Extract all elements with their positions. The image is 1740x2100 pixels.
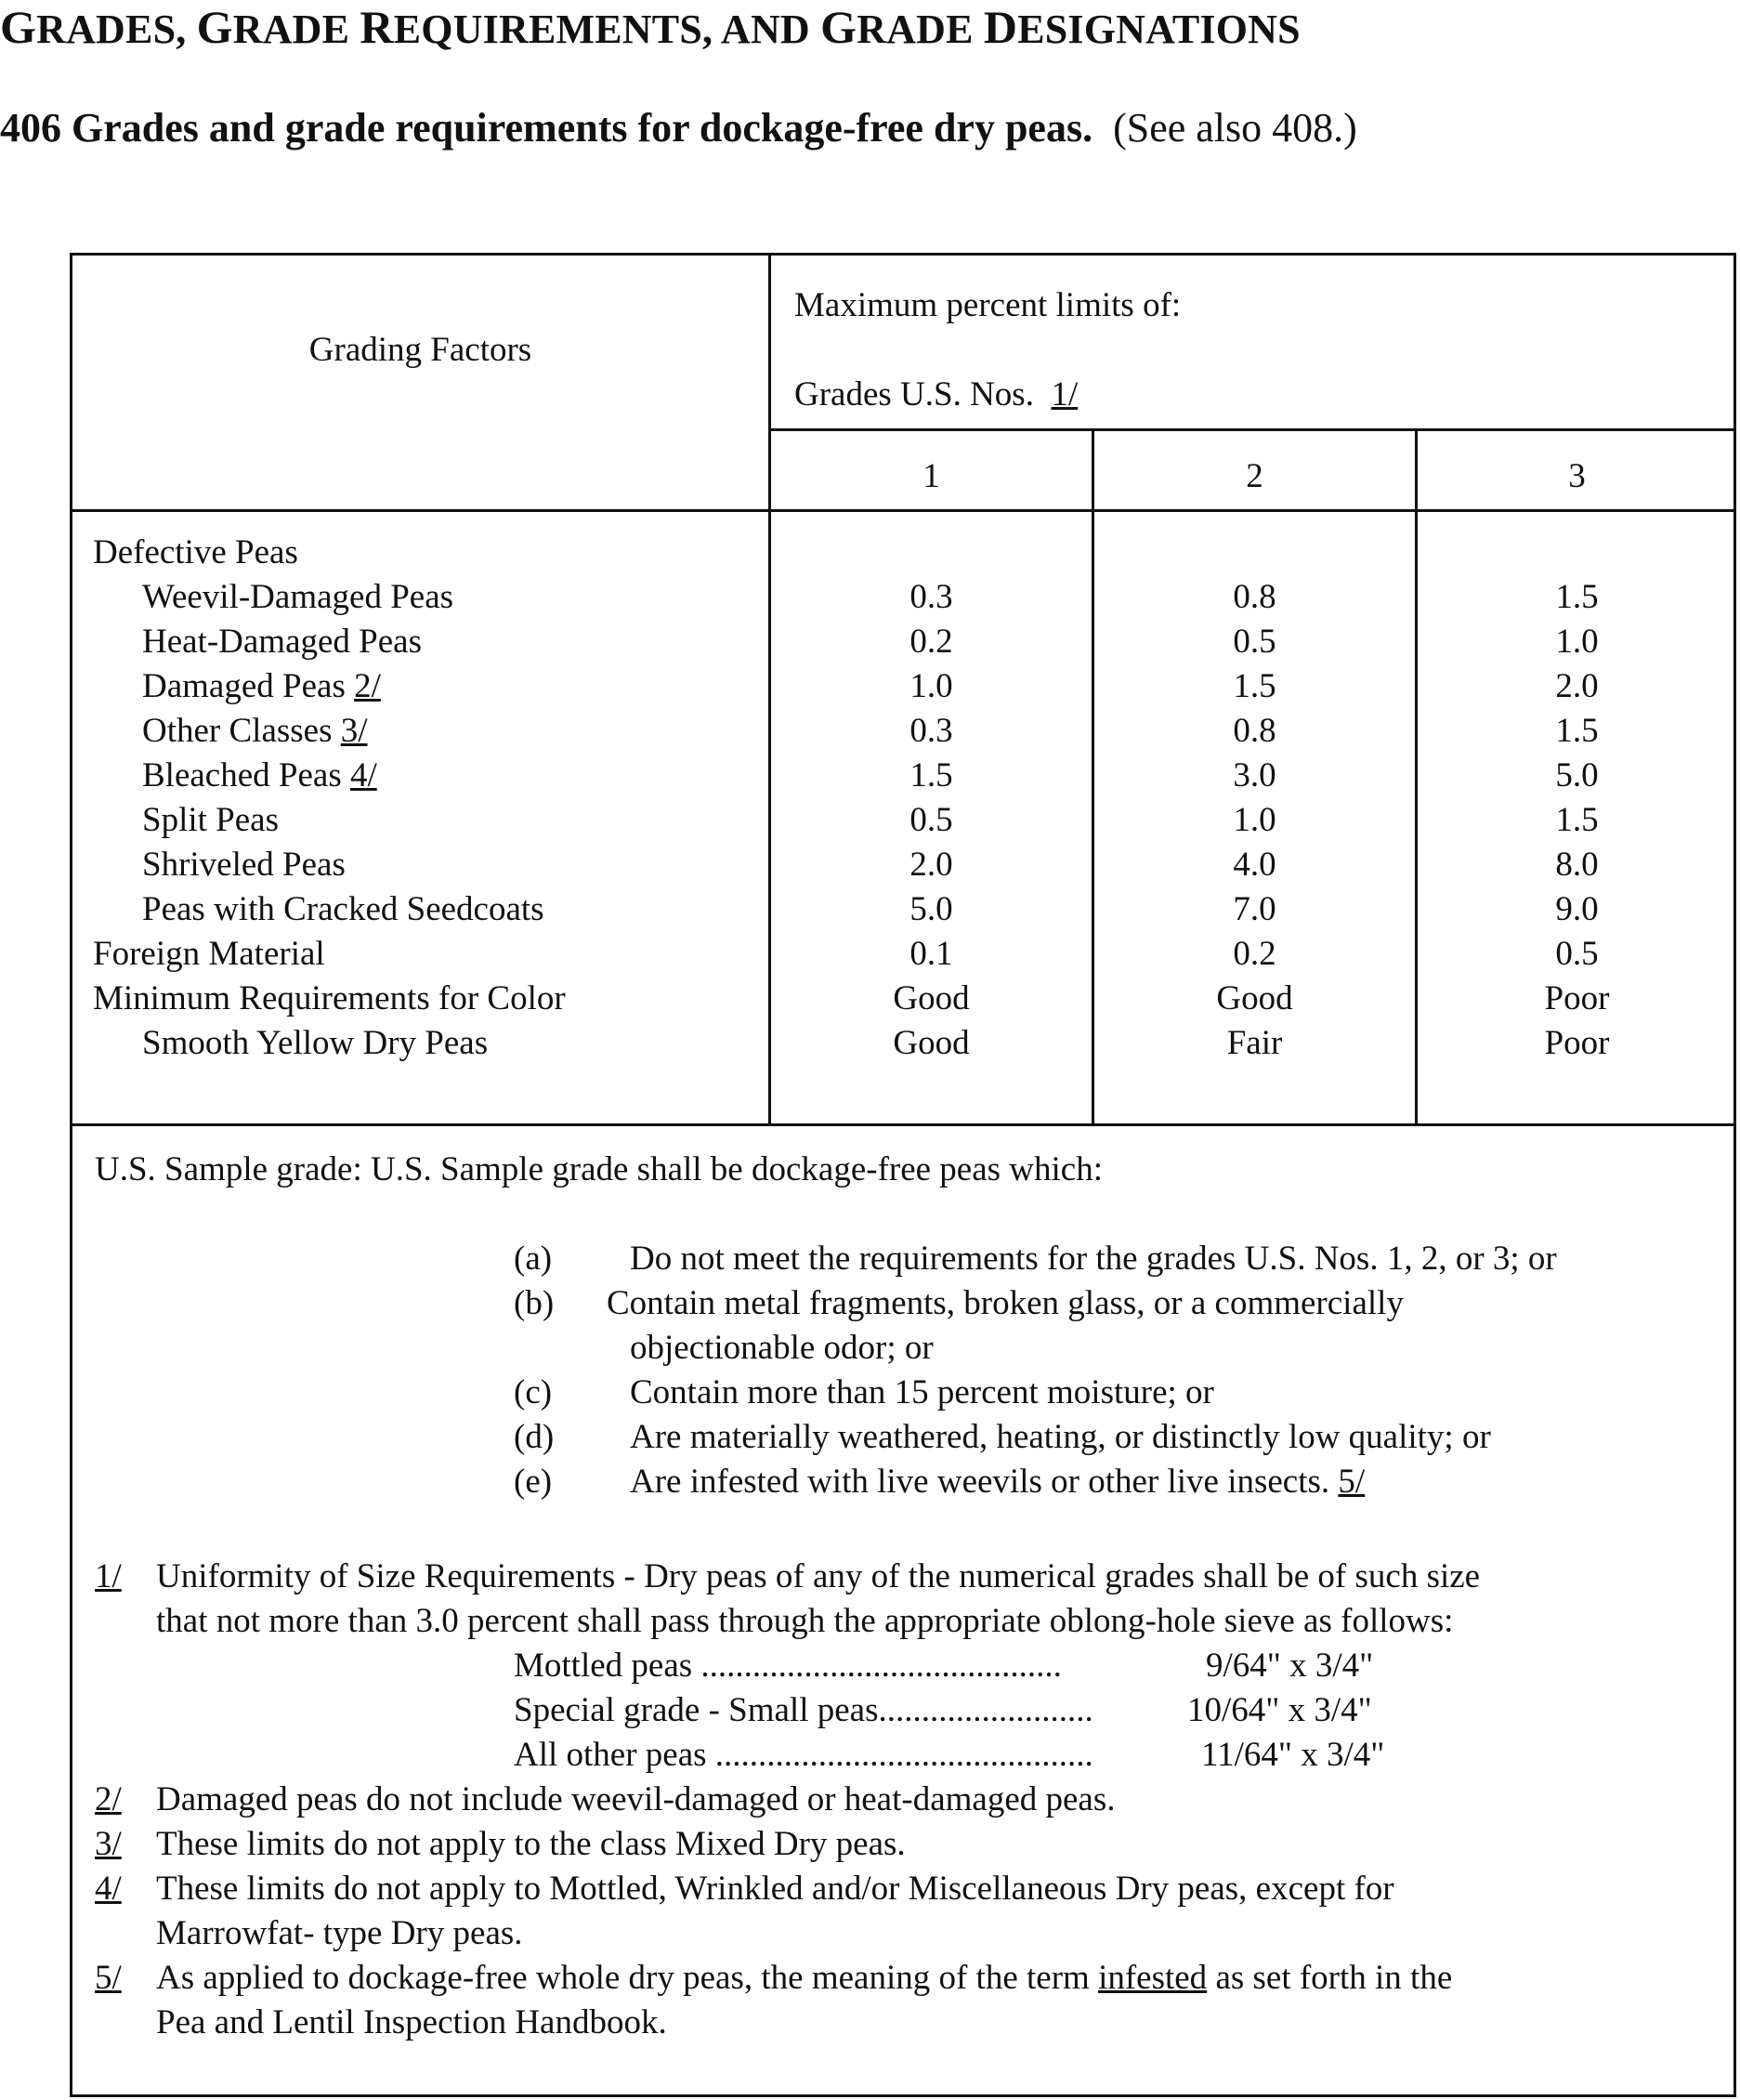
grade-2-value: 7.0 [1233,890,1276,928]
factor-label [142,575,453,620]
footnote-4-line2: Marrowfat- type Dry peas. [156,1914,523,1952]
title-part: RADES, [36,7,197,52]
sample-item-text-content: Are materially weathered, heating, or distinctly low quality; or [630,1418,1491,1456]
footnote-5-line2: Pea and Lentil Inspection Handbook. [156,2003,667,2041]
footnote-ref: 1/ [1051,375,1079,413]
title-part: EQUIREMENTS, AND [393,7,821,52]
grade-2-value: 0.8 [1233,712,1276,750]
sample-item-text [630,1460,1365,1504]
grade-1-value: 1.0 [909,667,953,705]
footnote-5-line1 [156,1956,1452,2001]
footnote-2-number: 2/ [95,1780,122,1818]
factor-label-text: Shriveled Peas [142,846,346,884]
factor-label [93,977,566,1021]
footnote-4-number: 4/ [95,1870,122,1908]
grade-2-value: 4.0 [1233,846,1276,884]
document-title [0,0,1301,54]
grade-column-2: 2 [1246,457,1263,495]
grade-1-value: 0.3 [909,578,953,616]
see-also-reference: (See also 408.) [1113,105,1357,151]
footnote-1-line1: Uniformity of Size Requirements - Dry peas of any of the numerical grades shall be of such size [156,1557,1481,1595]
footnote-4-line1: These limits do not apply to Mottled, Wrinkled and/or Miscellaneous Dry peas, except for [156,1870,1394,1908]
grade-2-value: 0.2 [1233,935,1276,973]
grade-1-value: 5.0 [909,890,953,928]
grade-1-value: 0.5 [909,801,953,839]
footnote-3-number: 3/ [95,1825,122,1863]
grade-1-value: 1.5 [909,756,953,794]
factor-label [142,664,381,709]
grade-3-value: Poor [1544,979,1610,1017]
factor-label [142,754,377,798]
factor-label-text: Defective Peas [93,533,298,571]
factor-label-text: Split Peas [142,801,279,839]
sample-grade-lead: U.S. Sample grade: U.S. Sample grade shall be dockage-free peas which: [95,1150,1103,1188]
header-bottom-rule [72,509,1736,512]
footnote-5-number: 5/ [95,1959,122,1997]
grade-2-value: 3.0 [1233,756,1276,794]
grades-header-text: Grades U.S. Nos. [794,375,1034,413]
factor-label [142,887,544,932]
grades-header [794,373,1078,417]
sample-item-letter: (a) [514,1240,553,1278]
sample-item-letter: (c) [514,1373,553,1411]
grade-3-value: 5.0 [1555,756,1599,794]
sample-item-text [630,1237,1557,1281]
grade-3-value: 8.0 [1555,846,1599,884]
sample-item-text [630,1326,934,1371]
sieve-label: Mottled peas .......................................... [514,1647,1062,1685]
grade-2-value: 1.0 [1233,801,1276,839]
footnote-5-term: infested [1098,1959,1208,1997]
factor-label [142,709,368,754]
grade-1-value: 0.3 [909,712,953,750]
grade-3-value: 9.0 [1555,890,1599,928]
grade-2-value: 0.8 [1233,578,1276,616]
grade-2-value: Fair [1226,1024,1283,1062]
footnote-5-post: as set forth in the [1215,1959,1453,1997]
sample-item-letter: (b) [514,1284,555,1322]
title-part: RADE [232,7,360,52]
title-initial: D [983,1,1018,53]
factor-label-text: Bleached Peas [142,756,342,794]
grade-3-value: 1.0 [1555,623,1599,661]
section-heading [0,104,1357,151]
grade-column-3: 3 [1568,457,1586,495]
sample-item-text-content: Contain metal fragments, broken glass, or a commercially [607,1284,1404,1322]
table-body-bottom-rule [72,1123,1736,1126]
title-initial: G [820,1,857,53]
footnote-5-pre: As applied to dockage-free whole dry peas, the meaning of the term [156,1959,1090,1997]
title-part: RADE [857,7,984,52]
grading-factors-header: Grading Factors [308,331,532,369]
title-initial: G [196,1,233,53]
grade-3-value: 1.5 [1555,801,1599,839]
grades-table [70,253,1736,2097]
sieve-size: 9/64" x 3/4" [1206,1647,1374,1685]
factor-label [142,620,422,664]
sample-item-letter: (d) [514,1418,555,1456]
title-part: ESIGNATIONS [1017,7,1301,52]
factor-label [142,798,279,843]
header-divider [768,428,1736,431]
sample-item-text-content: Do not meet the requirements for the grades U.S. Nos. 1, 2, or 3; or [630,1240,1557,1278]
sample-item-text [630,1415,1491,1460]
factor-label-text: Foreign Material [93,935,325,973]
section-title: 406 Grades and grade requirements for dockage-free dry peas. [0,105,1093,151]
grade-1-value: 2.0 [909,846,953,884]
grade-1-value: Good [893,1024,970,1062]
grade-1-value: Good [893,979,970,1017]
grade-1-value: 0.2 [909,623,953,661]
factor-label-text: Heat-Damaged Peas [142,623,423,661]
grade-3-value: Poor [1544,1024,1610,1062]
footnote-ref: 5/ [1338,1463,1366,1501]
factor-label [93,932,325,977]
factor-label-text: Weevil-Damaged Peas [142,578,454,616]
grade-2-value: Good [1216,979,1293,1017]
factor-label-text: Minimum Requirements for Color [93,979,566,1017]
grade-3-value: 2.0 [1555,667,1599,705]
sieve-size: 11/64" x 3/4" [1201,1736,1385,1774]
grade-3-value: 1.5 [1555,712,1599,750]
footnote-ref: 3/ [340,712,368,750]
grade-3-value: 0.5 [1555,935,1599,973]
factor-label-text: Peas with Cracked Seedcoats [142,890,544,928]
grade-1-value: 0.1 [909,935,953,973]
footnote-ref: 4/ [349,756,377,794]
title-initial: G [0,1,37,53]
footnote-3-text: These limits do not apply to the class Mixed Dry peas. [156,1825,906,1863]
grade-2-value: 1.5 [1233,667,1276,705]
sample-item-text-content: Contain more than 15 percent moisture; or [630,1373,1214,1411]
sample-item-text-content: Are infested with live weevils or other live insects. [630,1463,1330,1501]
sieve-label: All other peas ............................................ [514,1736,1093,1774]
footnote-1-line2: that not more than 3.0 percent shall pass through the appropriate oblong-hole sieve as follows: [156,1602,1454,1640]
sample-item-text [607,1281,1404,1326]
grade-column-1: 1 [922,457,940,495]
factor-label-text: Damaged Peas [142,667,346,705]
sieve-size: 10/64" x 3/4" [1187,1691,1372,1729]
sieve-label: Special grade - Small peas......................... [514,1691,1093,1729]
grade-2-value: 0.5 [1233,623,1276,661]
footnote-ref: 2/ [354,667,381,705]
sample-item-text [630,1371,1214,1415]
sample-item-letter: (e) [514,1463,553,1501]
factor-label-text: Other Classes [142,712,333,750]
title-initial: R [360,1,394,53]
factor-label-text: Smooth Yellow Dry Peas [142,1024,489,1062]
footnote-1-number: 1/ [95,1557,122,1595]
factor-label [142,1021,488,1066]
factor-label [142,843,346,887]
factor-label [93,531,298,575]
grade-3-value: 1.5 [1555,578,1599,616]
footnote-2-text: Damaged peas do not include weevil-damaged or heat-damaged peas. [156,1780,1116,1818]
sample-item-text-content: objectionable odor; or [630,1329,934,1367]
limits-header: Maximum percent limits of: [794,286,1182,324]
